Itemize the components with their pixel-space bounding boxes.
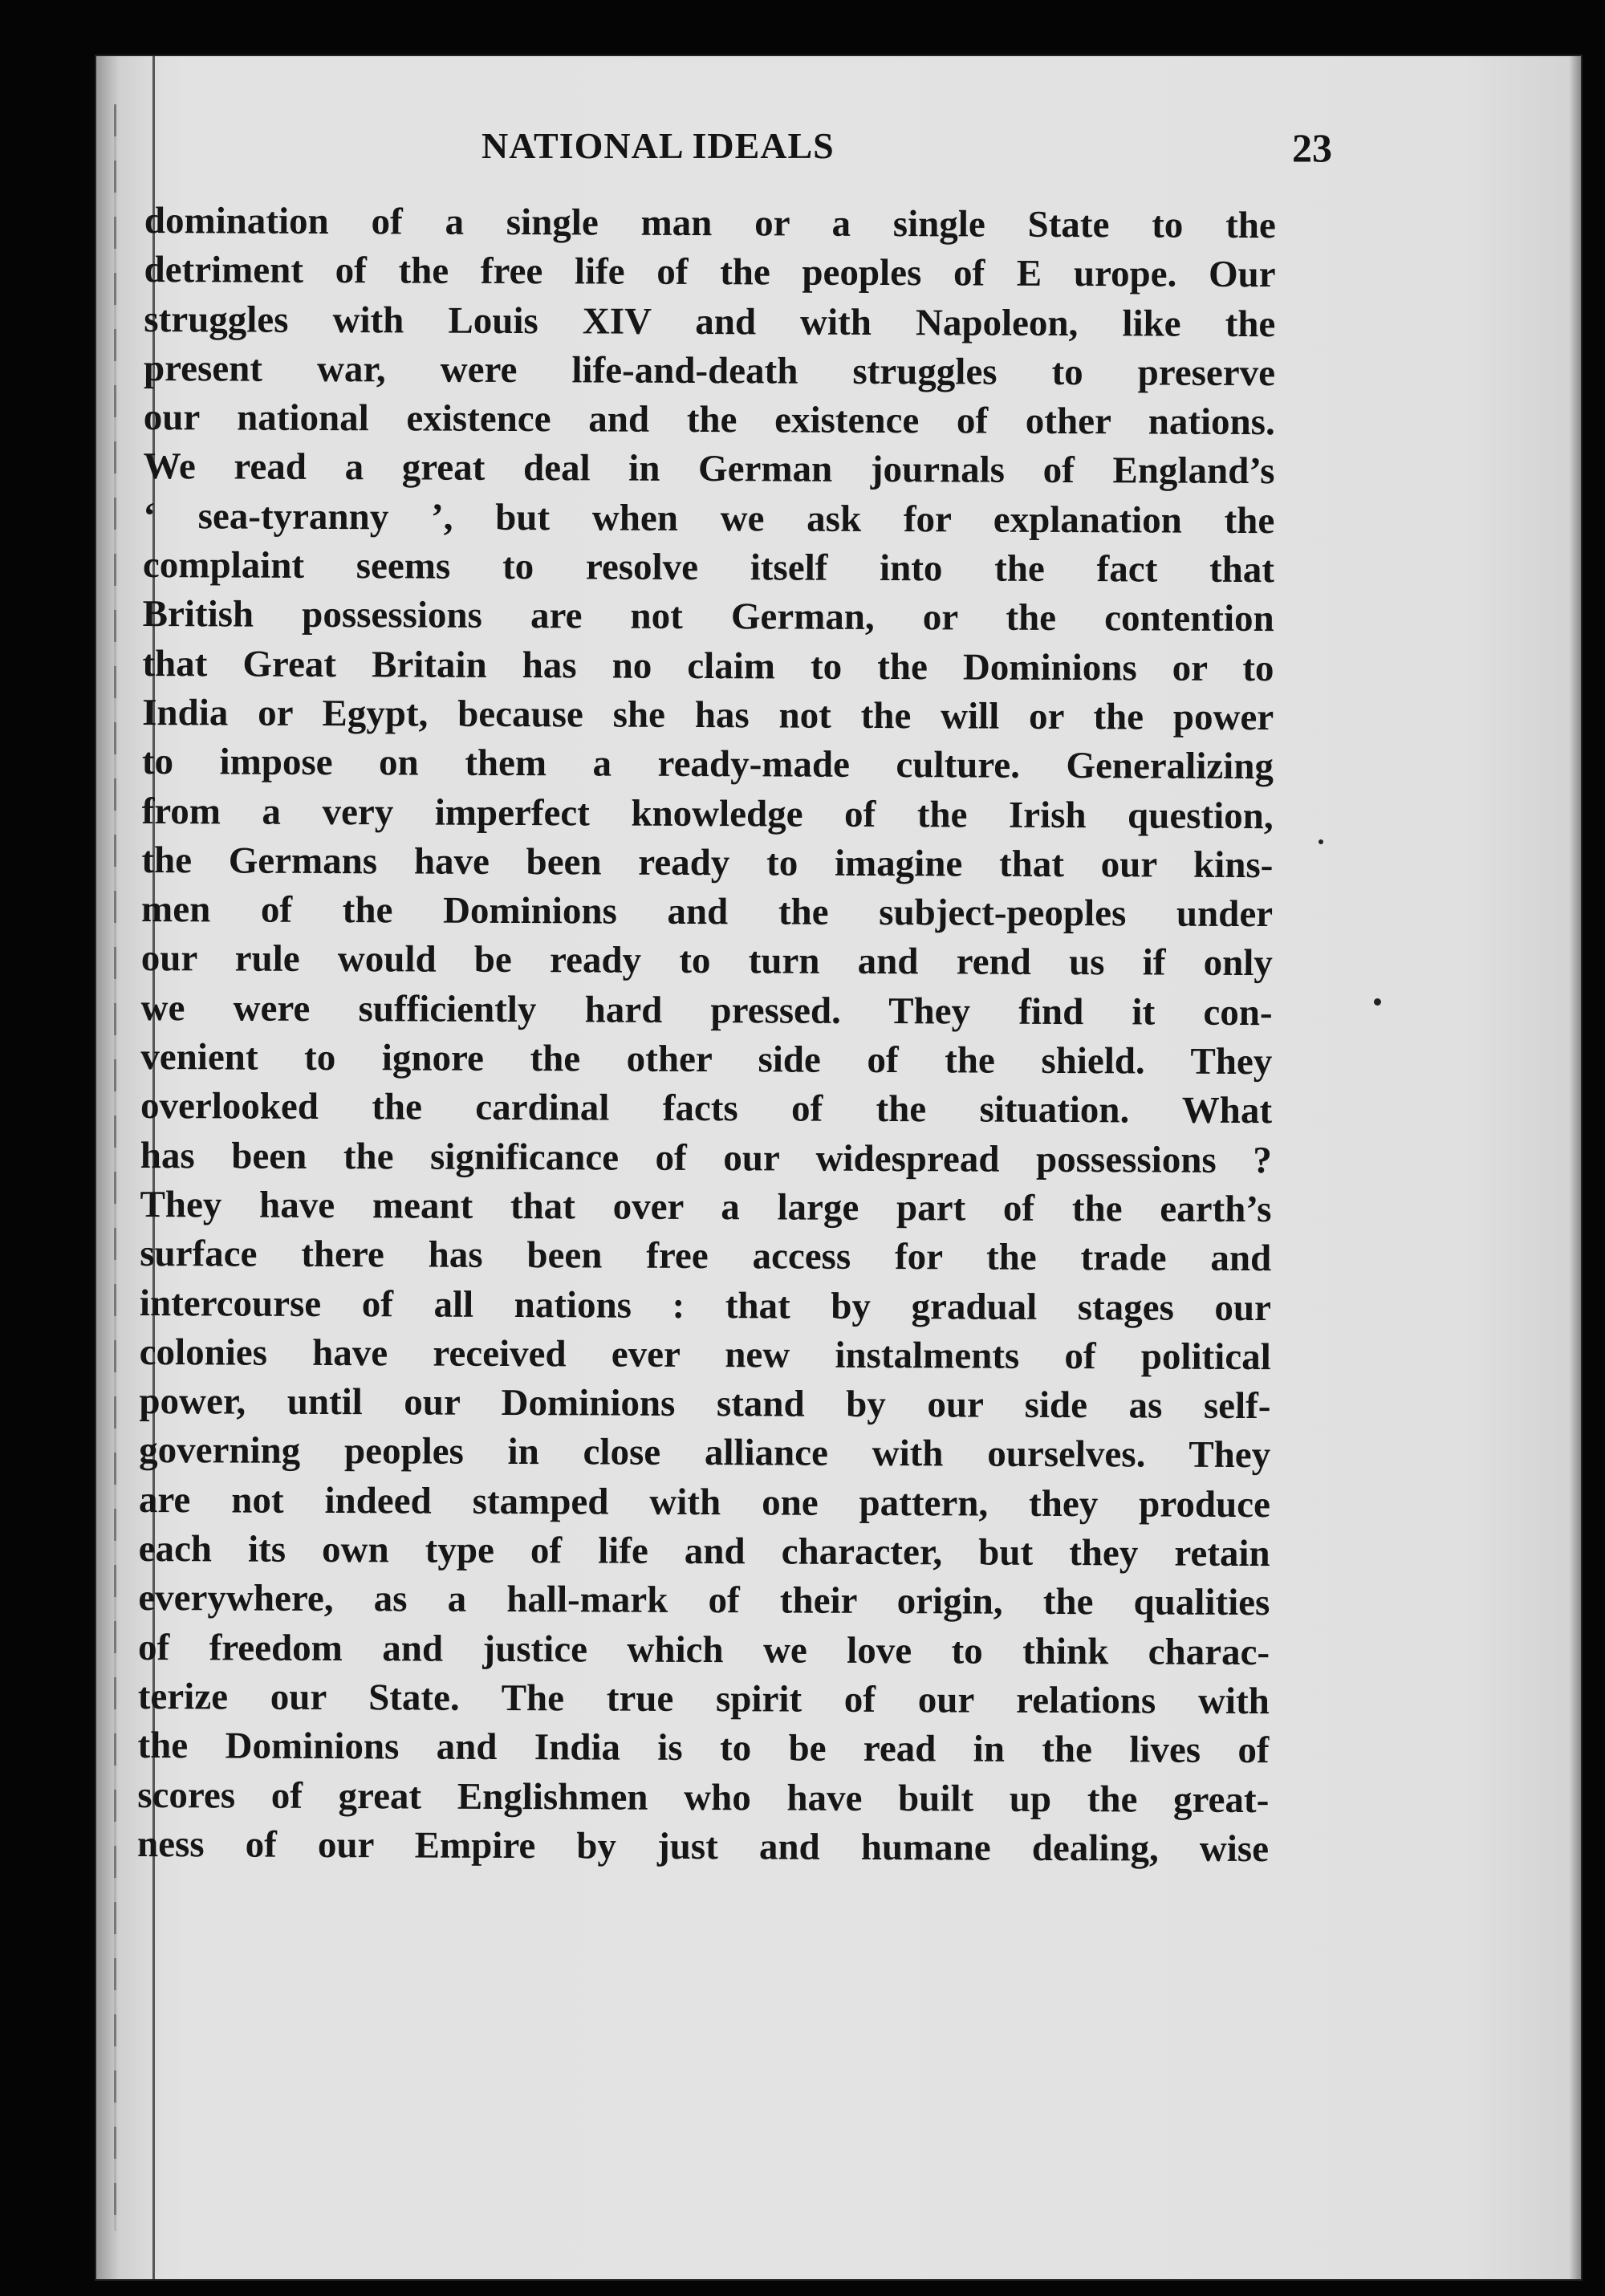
text-line: that Great Britain has no claim to the Dominions or to [142,642,1274,689]
text-line: ‘ sea-tyranny ’, but when we ask for explanation the [143,494,1275,542]
text-line: We read a great deal in German journals of England’s [143,445,1275,493]
text-line: struggles with Louis XIV and with Napoleon, like the [144,298,1276,345]
text-line: scores of great Englishmen who have built up the great- [137,1774,1270,1821]
page-number: 23 [1292,125,1332,170]
text-line: intercourse of all nations : that by gradual stages our [139,1282,1272,1329]
text-line: are not indeed stamped with one pattern, they produce [138,1478,1271,1526]
text-line: surface there has been free access for the trade and [140,1233,1272,1280]
text-line: each its own type of life and character, but they retain [138,1527,1270,1575]
text-line: our rule would be ready to turn and rend us if only [140,937,1273,985]
running-title: NATIONAL IDEALS [482,125,835,166]
text-line: men of the Dominions and the subject-peoples under [141,888,1274,936]
text-line: detriment of the free life of the peoples of E urope. Our [144,249,1276,296]
print-speck [1319,839,1323,844]
text-line: power, until our Dominions stand by our side as self- [139,1380,1271,1428]
text-line: the Germans have been ready to imagine that our kins- [141,839,1274,887]
text-line: everywhere, as a hall-mark of their origin, the qualities [138,1577,1270,1624]
text-line: They have meant that over a large part of the earth’s [140,1183,1272,1231]
text-line: to impose on them a ready-made culture. Generalizing [141,741,1274,788]
text-line: our national existence and the existence of other nations. [143,396,1275,444]
text-line: domination of a single man or a single State to the [144,199,1276,247]
binding-shadow [114,104,116,2231]
body-text [137,197,1276,1874]
text-line: we were sufficiently hard pressed. They find it con- [140,986,1273,1034]
text-line: of freedom and justice which we love to think charac- [137,1626,1270,1673]
print-speck [1374,998,1381,1006]
running-head [482,124,1332,189]
page-edge [1570,56,1581,2279]
text-line: colonies have received ever new instalments of political [139,1331,1271,1378]
text-line: ness of our Empire by just and humane dealing, wise [136,1823,1270,1870]
text-line: overlooked the cardinal facts of the situation. What [140,1085,1273,1132]
text-line: British possessions are not German, or the contention [142,593,1274,640]
text-line: India or Egypt, because she has not the will or the power [142,691,1274,739]
text-line: venient to ignore the other side of the shield. They [140,1036,1273,1083]
text-line: present war, were life-and-death struggles to preserve [143,347,1276,395]
text-line: has been the significance of our widespread possessions ? [140,1134,1272,1181]
text-line: the Dominions and India is to be read in the lives of [137,1725,1270,1772]
text-line: governing peoples in close alliance with ourselves. They [139,1429,1271,1477]
text-line: terize our State. The true spirit of our relations with [137,1675,1270,1723]
text-line: complaint seems to resolve itself into the fact that [142,544,1275,591]
text-line: from a very imperfect knowledge of the Irish question, [141,790,1274,837]
